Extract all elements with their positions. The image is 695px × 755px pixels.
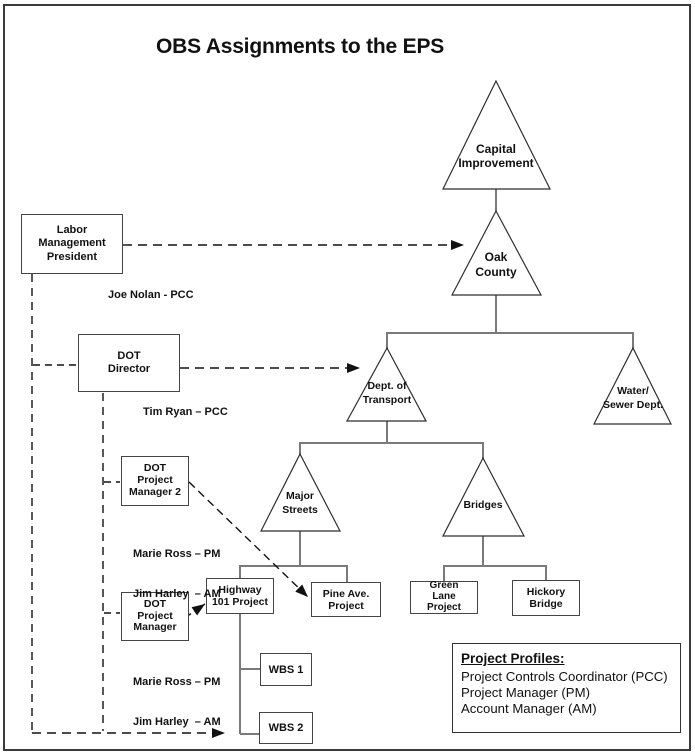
eps-major-streets-label: Major Streets [282, 490, 318, 516]
obs-box-labor-management-president: Labor Management President [21, 214, 123, 274]
obs-box-dot-director: DOT Director [78, 334, 180, 392]
legend-item-am: Account Manager (AM) [461, 701, 597, 717]
project-box-highway-101: Highway 101 Project [206, 578, 274, 614]
project-box-green-lane: Green Lane Project [410, 581, 478, 614]
legend-heading: Project Profiles: [461, 651, 565, 666]
wbs-box-1: WBS 1 [260, 653, 312, 686]
assignment-label-pm2-team: Marie Ross – PM Jim Harley – AM [133, 548, 221, 601]
eps-dept-of-transport-label: Dept. of Transport [362, 380, 412, 406]
wbs-box-2: WBS 2 [259, 712, 313, 744]
eps-bridges-triangle [443, 458, 524, 536]
project-box-pine-ave: Pine Ave. Project [311, 582, 381, 617]
eps-capital-improvement-triangle [443, 81, 550, 189]
eps-capital-improvement-label: Capital Improvement [458, 142, 534, 170]
legend-item-pm: Project Manager (PM) [461, 685, 590, 701]
obs-box-dot-project-manager: DOT Project Manager [121, 592, 189, 641]
project-box-hickory-bridge: Hickory Bridge [512, 580, 580, 616]
page-title: OBS Assignments to the EPS [156, 35, 445, 58]
project-profiles-legend [452, 643, 681, 733]
assignment-label-tim-ryan: Tim Ryan – PCC [143, 406, 228, 418]
legend-item-pcc: Project Controls Coordinator (PCC) [461, 669, 668, 684]
eps-water-sewer-label: Water/ Sewer Dept. [602, 385, 664, 411]
obs-box-dot-project-manager-2: DOT Project Manager 2 [121, 456, 189, 506]
assignment-label-pm-team: Marie Ross – PM Jim Harley – AM [133, 676, 221, 729]
eps-bridges-label: Bridges [463, 499, 503, 511]
assignment-label-joe-nolan: Joe Nolan - PCC [108, 289, 194, 301]
eps-oak-county-label: Oak County [475, 250, 517, 279]
obs-assignment-links [32, 245, 464, 733]
